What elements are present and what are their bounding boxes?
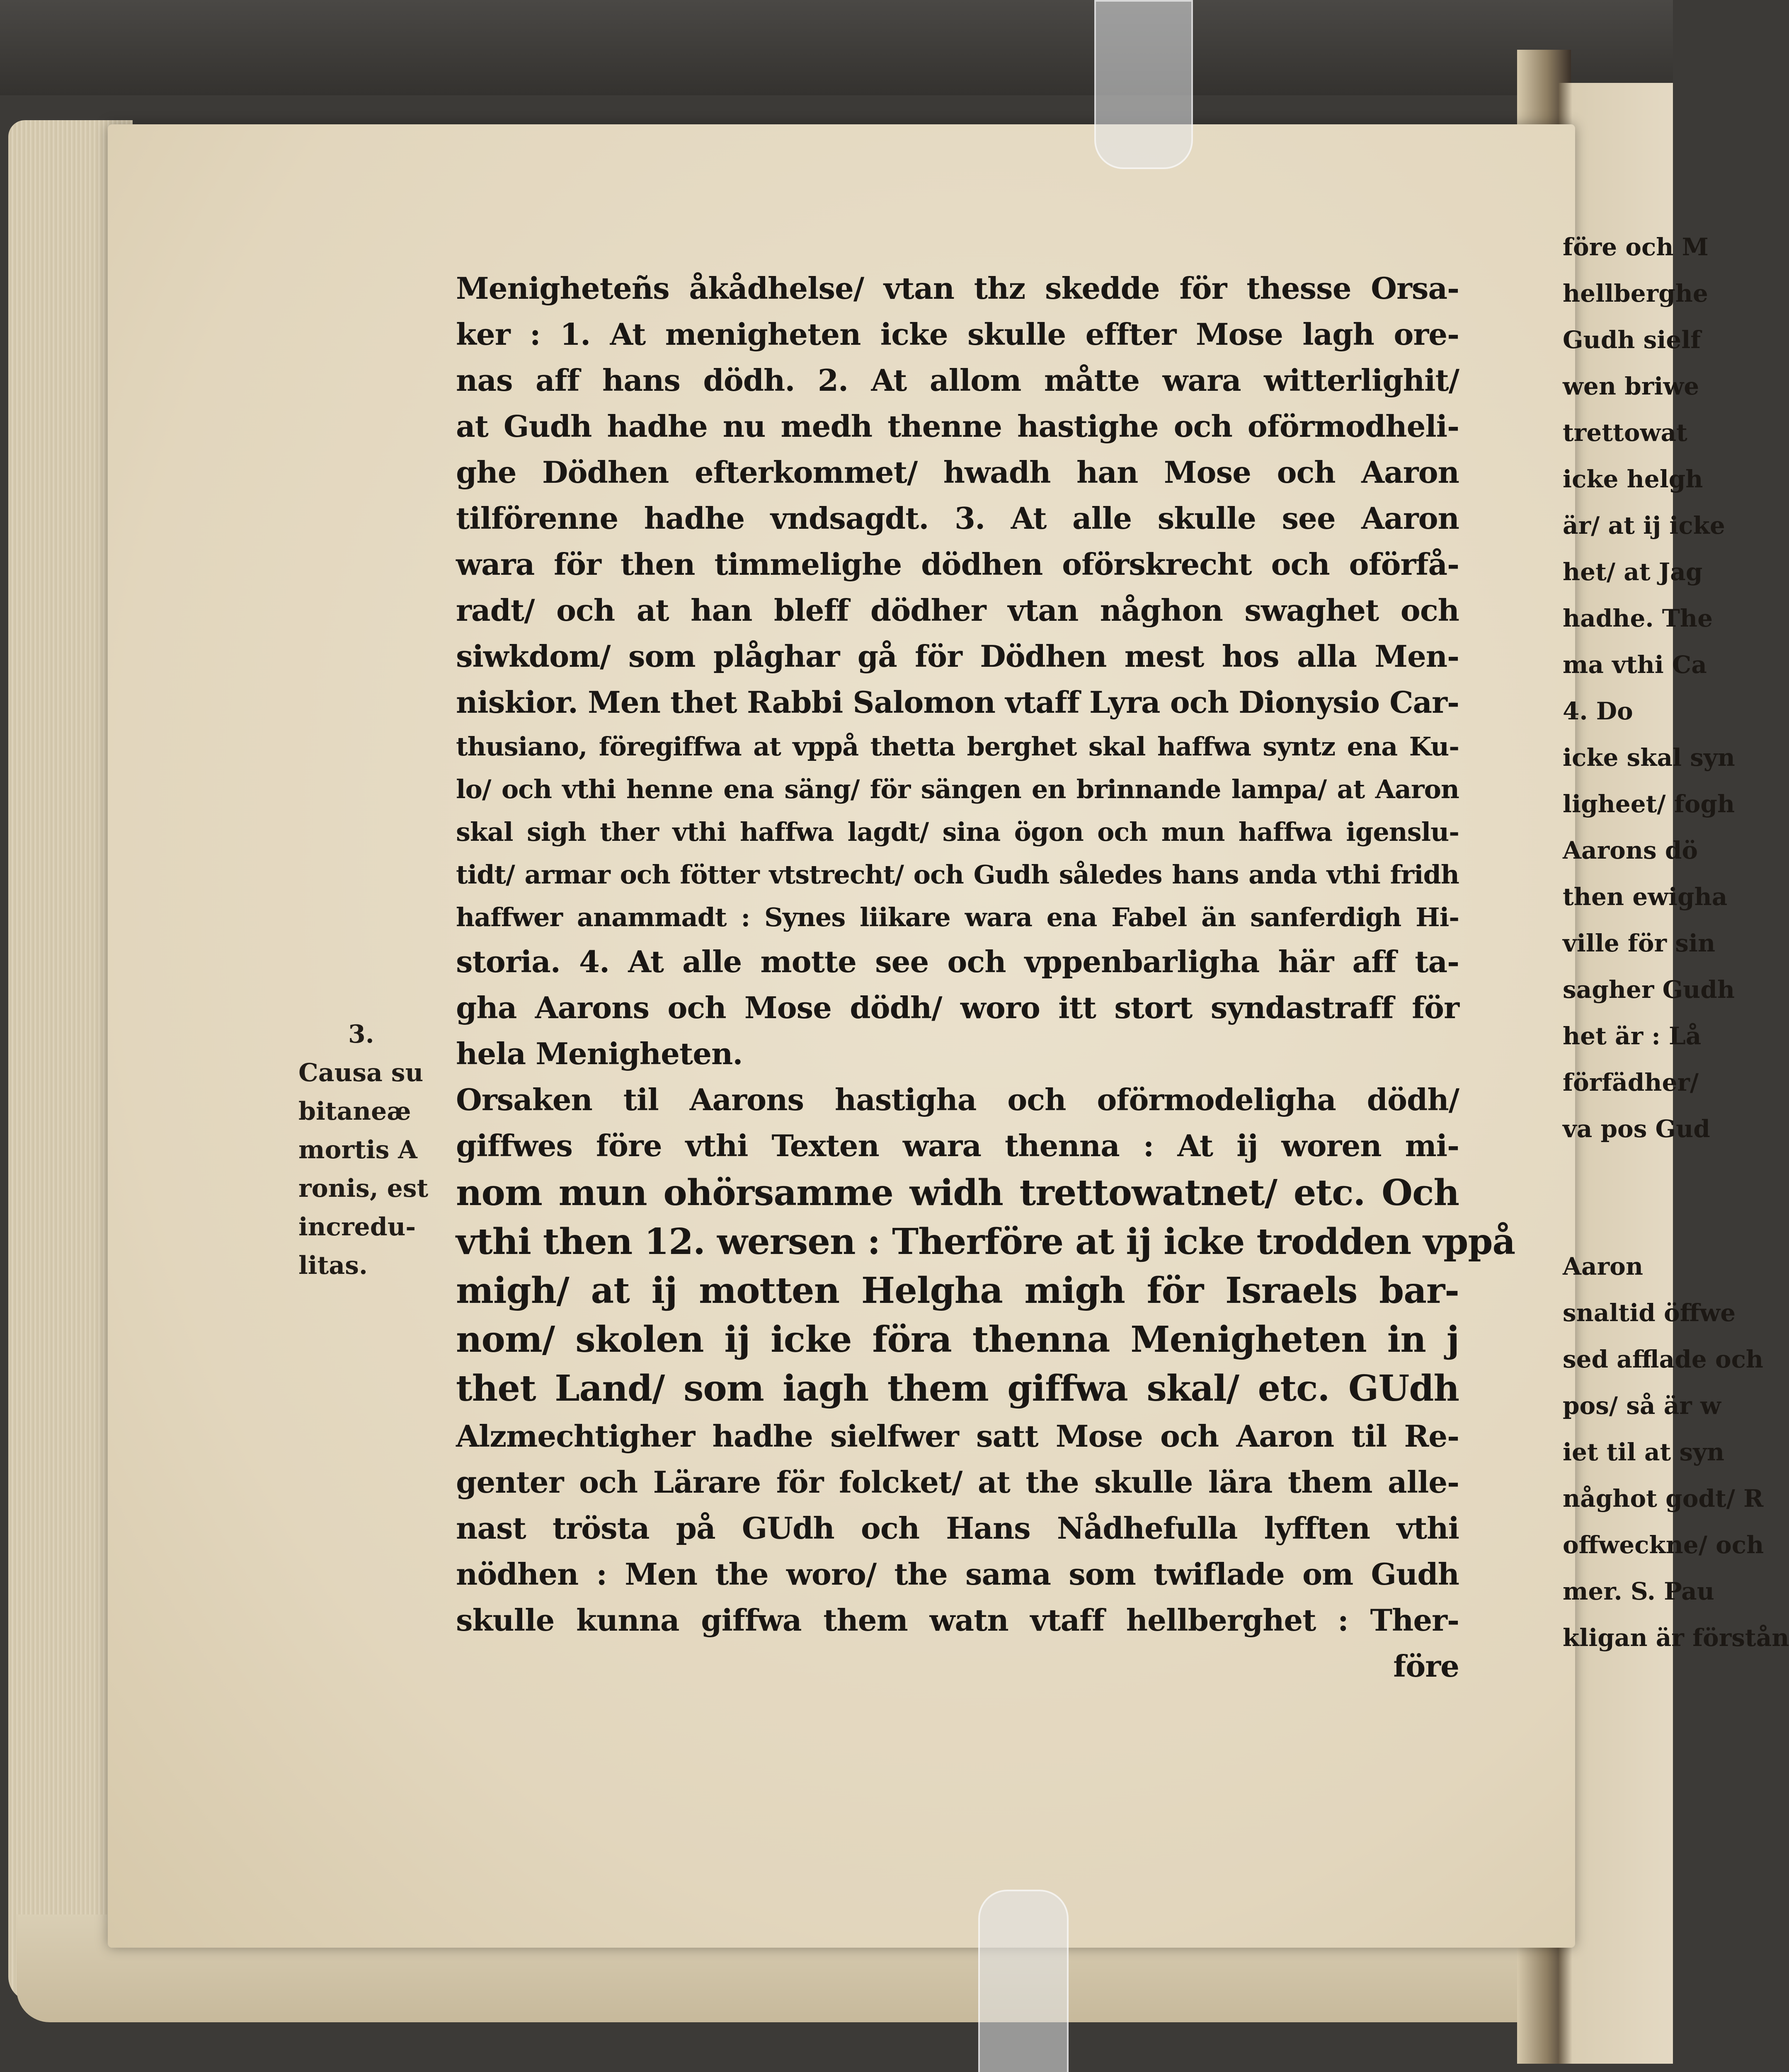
- text-line: siwkdom/ som plåghar gå för Dödhen mest hos alla Men-: [456, 639, 1459, 674]
- facing-line: wen briwe: [1563, 372, 1699, 400]
- text-line: giffwes före vthi Texten wara thenna : At ij woren mi-: [456, 1128, 1459, 1163]
- facing-line: offweckne/ och: [1563, 1531, 1764, 1559]
- facing-line: hadhe. The: [1563, 604, 1713, 632]
- facing-line: then ewigha: [1563, 883, 1728, 911]
- facing-line: icke skal syn: [1563, 743, 1735, 772]
- facing-line: mer. S. Pau: [1563, 1577, 1714, 1605]
- text-line: hela Menigheten.: [456, 1036, 743, 1071]
- text-line: nom mun ohörsamme widh trettowatnet/ etc. Och: [456, 1172, 1459, 1214]
- text-line: at Gudh hadhe nu medh thenne hastighe och oförmodheli-: [456, 409, 1459, 444]
- text-line: niskior. Men thet Rabbi Salomon vtaff Lyra och Dionysio Car-: [456, 685, 1459, 720]
- text-line: ghe Dödhen efterkommet/ hwadh han Mose och Aaron: [456, 455, 1459, 490]
- facing-line: ma vthi Ca: [1563, 651, 1707, 679]
- margin-note-line: ronis, est: [298, 1174, 429, 1203]
- facing-line: före och M: [1563, 233, 1709, 261]
- text-line: thet Land/ som iagh them giffwa skal/ etc. GUdh: [456, 1368, 1459, 1409]
- margin-note-number: 3.: [348, 1020, 374, 1049]
- facing-line: sed afflade och: [1563, 1345, 1764, 1373]
- facing-page-text: [1563, 224, 1789, 1661]
- facing-line: ville för sin: [1563, 929, 1716, 957]
- facing-gap: [1563, 1152, 1673, 1243]
- text-line: radt/ och at han bleff dödher vtan någhon swaghet och: [456, 593, 1459, 628]
- facing-line: ligheet/ fogh: [1563, 790, 1735, 818]
- text-line: skulle kunna giffwa them watn vtaff hellberghet : Ther-: [456, 1602, 1459, 1638]
- facing-line: kligan är förstån: [1563, 1624, 1789, 1652]
- facing-line: het/ at Jag: [1563, 558, 1703, 586]
- text-line: skal sigh ther vthi haffwa lagdt/ sina ögon och mun haffwa igenslu-: [456, 817, 1459, 847]
- text-line: nas aff hans dödh. 2. At allom måtte wara witterlighit/: [456, 363, 1459, 398]
- margin-note-line: Causa su: [298, 1058, 424, 1087]
- text-line: lo/ och vthi henne ena säng/ för sängen en brinnande lampa/ at Aaron: [456, 774, 1459, 804]
- text-line: Alzmechtigher hadhe sielfwer satt Mose och Aaron til Re-: [456, 1418, 1459, 1454]
- text-line: haffwer anammadt : Synes liikare wara ena Fabel än sanferdigh Hi-: [456, 902, 1459, 932]
- facing-line: snaltid öffwe: [1563, 1299, 1736, 1327]
- facing-line: sagher Gudh: [1563, 975, 1735, 1004]
- margin-note-line: litas.: [298, 1251, 368, 1280]
- text-line: nödhen : Men the woro/ the sama som twiflade om Gudh: [456, 1556, 1459, 1592]
- text-line: gha Aarons och Mose dödh/ woro itt stort syndastraff för: [456, 990, 1459, 1025]
- facing-line: het är : Lå: [1563, 1022, 1702, 1050]
- text-line: storia. 4. At alle motte see och vppenbarligha här aff ta-: [456, 944, 1459, 979]
- facing-line: va pos Gud: [1563, 1115, 1710, 1143]
- facing-line: Aaron: [1563, 1252, 1643, 1280]
- facing-line: iet til at syn: [1563, 1438, 1725, 1466]
- facing-line: pos/ så är w: [1563, 1392, 1721, 1420]
- text-line: Orsaken til Aarons hastigha och oförmodeligha dödh/: [456, 1082, 1459, 1117]
- text-line: wara för then timmelighe dödhen oförskrecht och oförfå-: [456, 547, 1459, 582]
- text-line: Menigheteñs åkådhelse/ vtan thz skedde för thesse Orsa-: [456, 271, 1459, 306]
- facing-line: Gudh sielf: [1563, 326, 1701, 354]
- page-clip-top: [1094, 0, 1193, 169]
- facing-line: icke helgh: [1563, 465, 1703, 493]
- margin-note-line: mortis A: [298, 1135, 417, 1164]
- margin-note-line: incredu-: [298, 1213, 416, 1242]
- catchword: före: [1393, 1648, 1459, 1684]
- text-line: tilförenne hadhe vndsagdt. 3. At alle skulle see Aaron: [456, 501, 1459, 536]
- text-line: thusiano, föregiffwa at vppå thetta berghet skal haffwa syntz ena Ku-: [456, 731, 1459, 762]
- text-line: nast trösta på GUdh och Hans Nådhefulla lyfften vthi: [456, 1510, 1459, 1546]
- text-line: migh/ at ij motten Helgha migh för Israels bar-: [456, 1270, 1459, 1312]
- scanner-backdrop: [0, 0, 1673, 95]
- facing-line: hellberghe: [1563, 279, 1708, 307]
- text-line: ker : 1. At menigheten icke skulle effter Mose lagh ore-: [456, 317, 1459, 352]
- facing-line: någhot godt/ R: [1563, 1484, 1764, 1513]
- page-clip-bottom: [978, 1890, 1069, 2072]
- text-line: vthi then 12. wersen : Therföre at ij icke trodden vppå: [456, 1221, 1515, 1263]
- main-text-block: [456, 265, 1515, 1689]
- facing-line: 4. Do: [1563, 697, 1633, 725]
- facing-line: förfädher/: [1563, 1068, 1699, 1097]
- margin-note-line: bitaneæ: [298, 1097, 411, 1126]
- facing-line: Aarons dö: [1563, 836, 1698, 864]
- text-line: tidt/ armar och fötter vtstrecht/ och Gudh således hans anda vthi fridh: [456, 859, 1459, 890]
- facing-line: trettowat: [1563, 419, 1687, 447]
- text-line: genter och Lärare för folcket/ at the skulle lära them alle-: [456, 1464, 1459, 1500]
- text-line: nom/ skolen ij icke föra thenna Menigheten in j: [456, 1319, 1459, 1360]
- facing-line: är/ at ij icke: [1563, 511, 1725, 540]
- margin-note: [298, 1015, 439, 1285]
